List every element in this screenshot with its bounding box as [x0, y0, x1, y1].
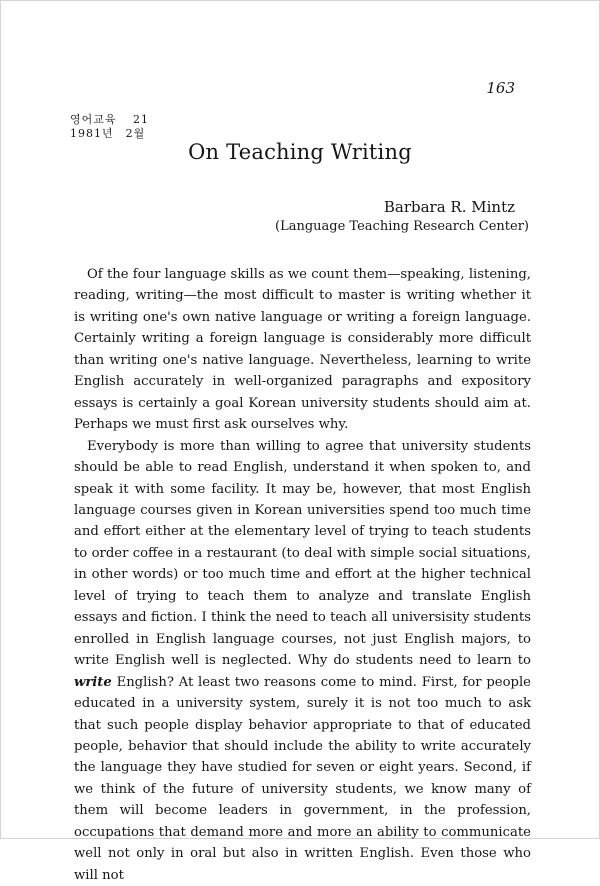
- article-title: On Teaching Writing: [188, 140, 412, 164]
- paragraph-2-text-a: Everybody is more than willing to agree that university students should be able to read English, understand it when spoken to, and speak it with some facility. It may be, however, that most English language courses given in Korean universities spend too much time and effort either at the elementary level of trying to teach students to order coffee in a restaurant (to deal with simple social situations, in other words) or too much time and effort at the higher technical level of trying to teach them to analyze and translate English essays and fiction. I think the need to teach all universisity students enrolled in English language courses, not just English majors, to write English well is neglected. Why do students need to learn to: [74, 438, 531, 669]
- paragraph-2: [74, 436, 531, 886]
- article-body: [74, 264, 531, 886]
- journal-date: 1981년 2월: [70, 127, 146, 140]
- paragraph-1: Of the four language skills as we count them—speaking, listening, reading, writing—the most difficult to master is writing whether it is writing one's own native language or writing a foreign language. Certainly writing a foreign language is considerably more difficult than writing one's native language. Nevertheless, learning to write English accurately in well-organized paragraphs and expository essays is certainly a goal Korean university students should aim at. Perhaps we must first ask ourselves why.: [74, 267, 531, 433]
- emphasized-word: write: [74, 674, 112, 690]
- author-name: Barbara R. Mintz: [383, 198, 515, 216]
- journal-info: [70, 113, 149, 141]
- author-affiliation: (Language Teaching Research Center): [275, 219, 529, 234]
- paragraph-2-text-b: English? At least two reasons come to mind. First, for people educated in a university system, surely it is not too much to ask that such people display behavior appropriate to that of educated people, behavior that should include the ability to write accurately the language they have studied for seven or eight years. Second, if we think of the future of university students, we know many of them will become leaders in government, in the profession, occupations that demand more and more an ability to communicate well not only in oral but also in written English. Even those who will not: [74, 674, 531, 883]
- page-number: 163: [486, 79, 515, 97]
- journal-name-volume: 영어교육 21: [70, 113, 149, 126]
